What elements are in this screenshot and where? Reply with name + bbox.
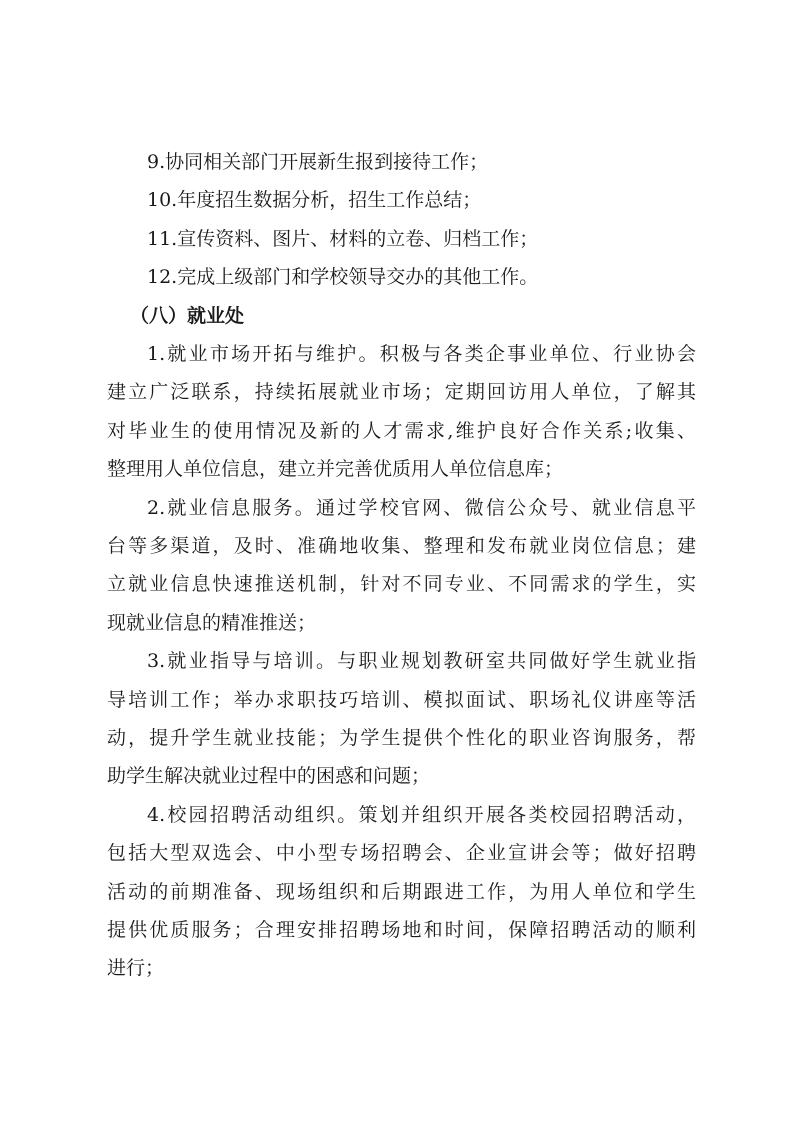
paragraph-line: 提供优质服务；合理安排招聘场地和时间，保障招聘活动的顺利 <box>107 919 696 941</box>
paragraph-line: 现就业信息的精准推送； <box>107 611 317 634</box>
list-item: 12.完成上级部门和学校领导交办的其他工作。 <box>147 266 539 289</box>
list-item: 10.年度招生数据分析，招生工作总结； <box>147 189 482 212</box>
paragraph-line: 活动的前期准备、现场组织和后期跟进工作，为用人单位和学生 <box>107 880 696 903</box>
paragraph-line: 台等多渠道，及时、准确地收集、整理和发布就业岗位信息；建 <box>107 535 696 557</box>
paragraph-line: 建立广泛联系，持续拓展就业市场；定期回访用人单位，了解其 <box>107 381 696 404</box>
paragraph-line: 3.就业指导与培训。与职业规划教研室共同做好学生就业指 <box>147 650 696 673</box>
paragraph-line: 助学生解决就业过程中的困惑和问题； <box>107 765 431 788</box>
paragraph-line: 导培训工作；举办求职技巧培训、模拟面试、职场礼仪讲座等活 <box>107 688 696 711</box>
paragraph-line: 1.就业市场开拓与维护。积极与各类企事业单位、行业协会 <box>147 343 696 365</box>
paragraph-line: 动，提升学生就业技能；为学生提供个性化的职业咨询服务，帮 <box>107 727 696 749</box>
list-item: 11.宣传资料、图片、材料的立卷、归档工作； <box>147 227 539 250</box>
paragraph-line: 进行； <box>107 957 165 980</box>
paragraph-line: 包括大型双选会、中小型专场招聘会、企业宣讲会等；做好招聘 <box>107 842 696 865</box>
paragraph-line: 4.校园招聘活动组织。策划并组织开展各类校园招聘活动， <box>147 803 696 826</box>
paragraph-line: 对毕业生的使用情况及新的人才需求,维护良好合作关系;收集、 <box>107 419 696 442</box>
paragraph-line: 立就业信息快速推送机制，针对不同专业、不同需求的学生，实 <box>107 573 696 596</box>
paragraph-line: 2.就业信息服务。通过学校官网、微信公众号、就业信息平 <box>147 496 696 519</box>
section-heading: （八）就业处 <box>130 304 245 327</box>
list-item: 9.协同相关部门开展新生报到接待工作； <box>147 151 489 173</box>
paragraph-line: 整理用人单位信息，建立并完善优质用人单位信息库； <box>107 458 564 481</box>
